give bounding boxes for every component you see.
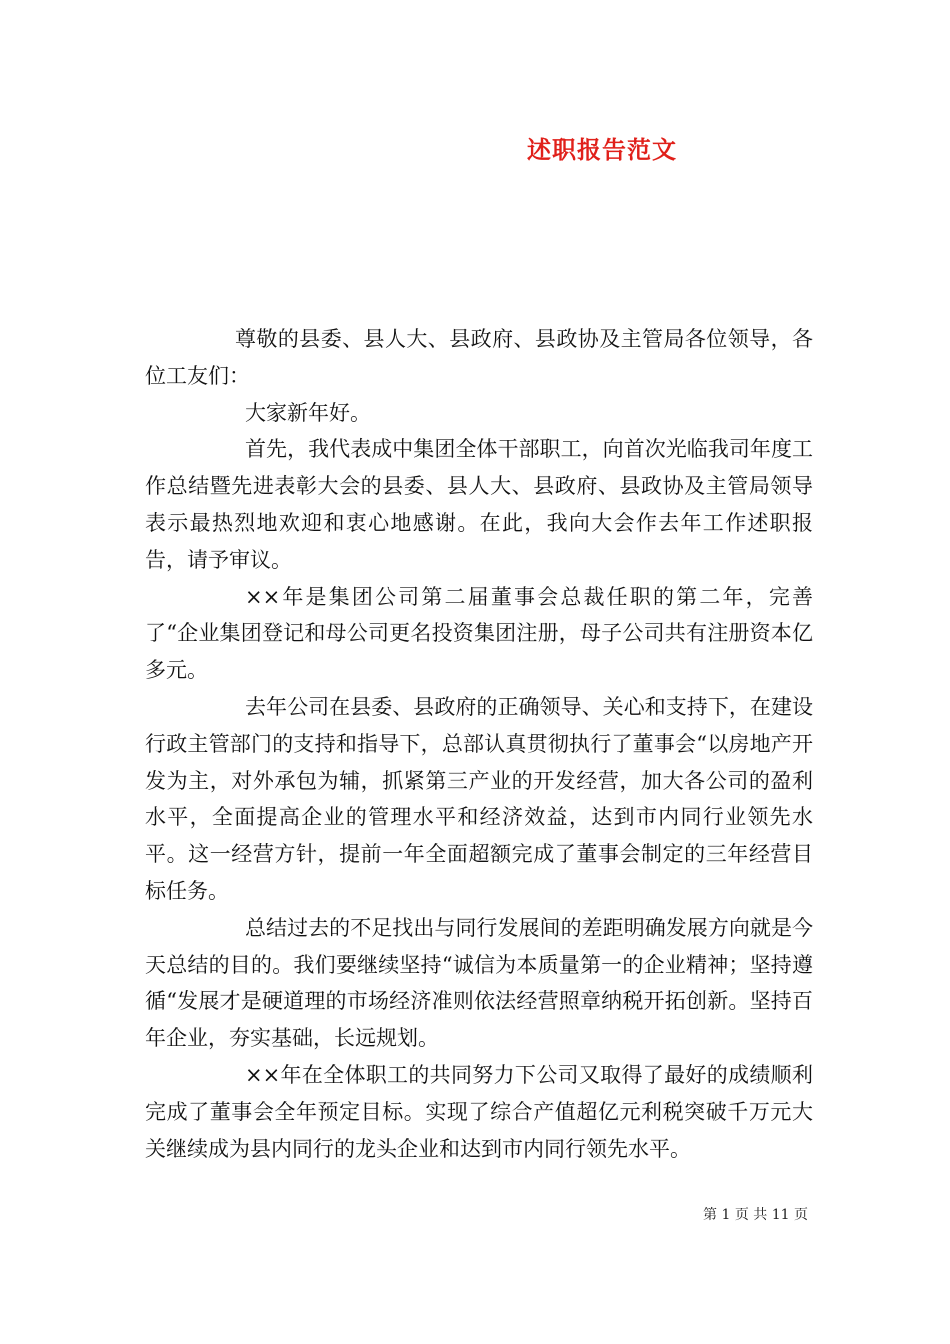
paragraph-opening: 首先，我代表成中集团全体干部职工，向首次光临我司年度工作总结暨先进表彰大会的县委、县人大、县政府、县政协及主管局领导表示最热烈地欢迎和衷心地感谢。在此，我向大会作去年工作述职报告，请予审议。	[145, 437, 813, 572]
paragraph-greeting: 大家新年好。	[245, 400, 371, 425]
paragraph-board-term: ××年是集团公司第二届董事会总裁任职的第二年，完善了“企业集团登记和母公司更名投资集团注册，母子公司共有注册资本亿多元。	[145, 584, 813, 683]
document-body	[145, 321, 813, 1167]
paragraph-last-year: 去年公司在县委、县政府的正确领导、关心和支持下，在建设行政主管部门的支持和指导下，总部认真贯彻执行了董事会“以房地产开发为主，对外承包为辅，抓紧第三产业的开发经营，加大各公司的盈利水平，全面提高企业的管理水平和经济效益，达到市内同行业领先水平。这一经营方针，提前一年全面超额完成了董事会制定的三年经营目标任务。	[145, 694, 813, 903]
paragraph-salutation: 尊敬的县委、县人大、县政府、县政协及主管局各位领导，各位工友们：	[145, 327, 813, 388]
page-number-footer: 第 1 页 共 11 页	[703, 1207, 808, 1223]
document-title: 述职报告范文	[527, 135, 677, 164]
paragraph-achievements: ××年在全体职工的共同努力下公司又取得了最好的成绩顺利完成了董事会全年预定目标。实现了综合产值超亿元利税突破千万元大关继续成为县内同行的龙头企业和达到市内同行领先水平。	[145, 1062, 813, 1161]
paragraph-summary-goal: 总结过去的不足找出与同行发展间的差距明确发展方向就是今天总结的目的。我们要继续坚持“诚信为本质量第一的企业精神；坚持遵循“发展才是硬道理的市场经济准则依法经营照章纳税开拓创新。坚持百年企业，夯实基础，长远规划。	[145, 915, 813, 1051]
